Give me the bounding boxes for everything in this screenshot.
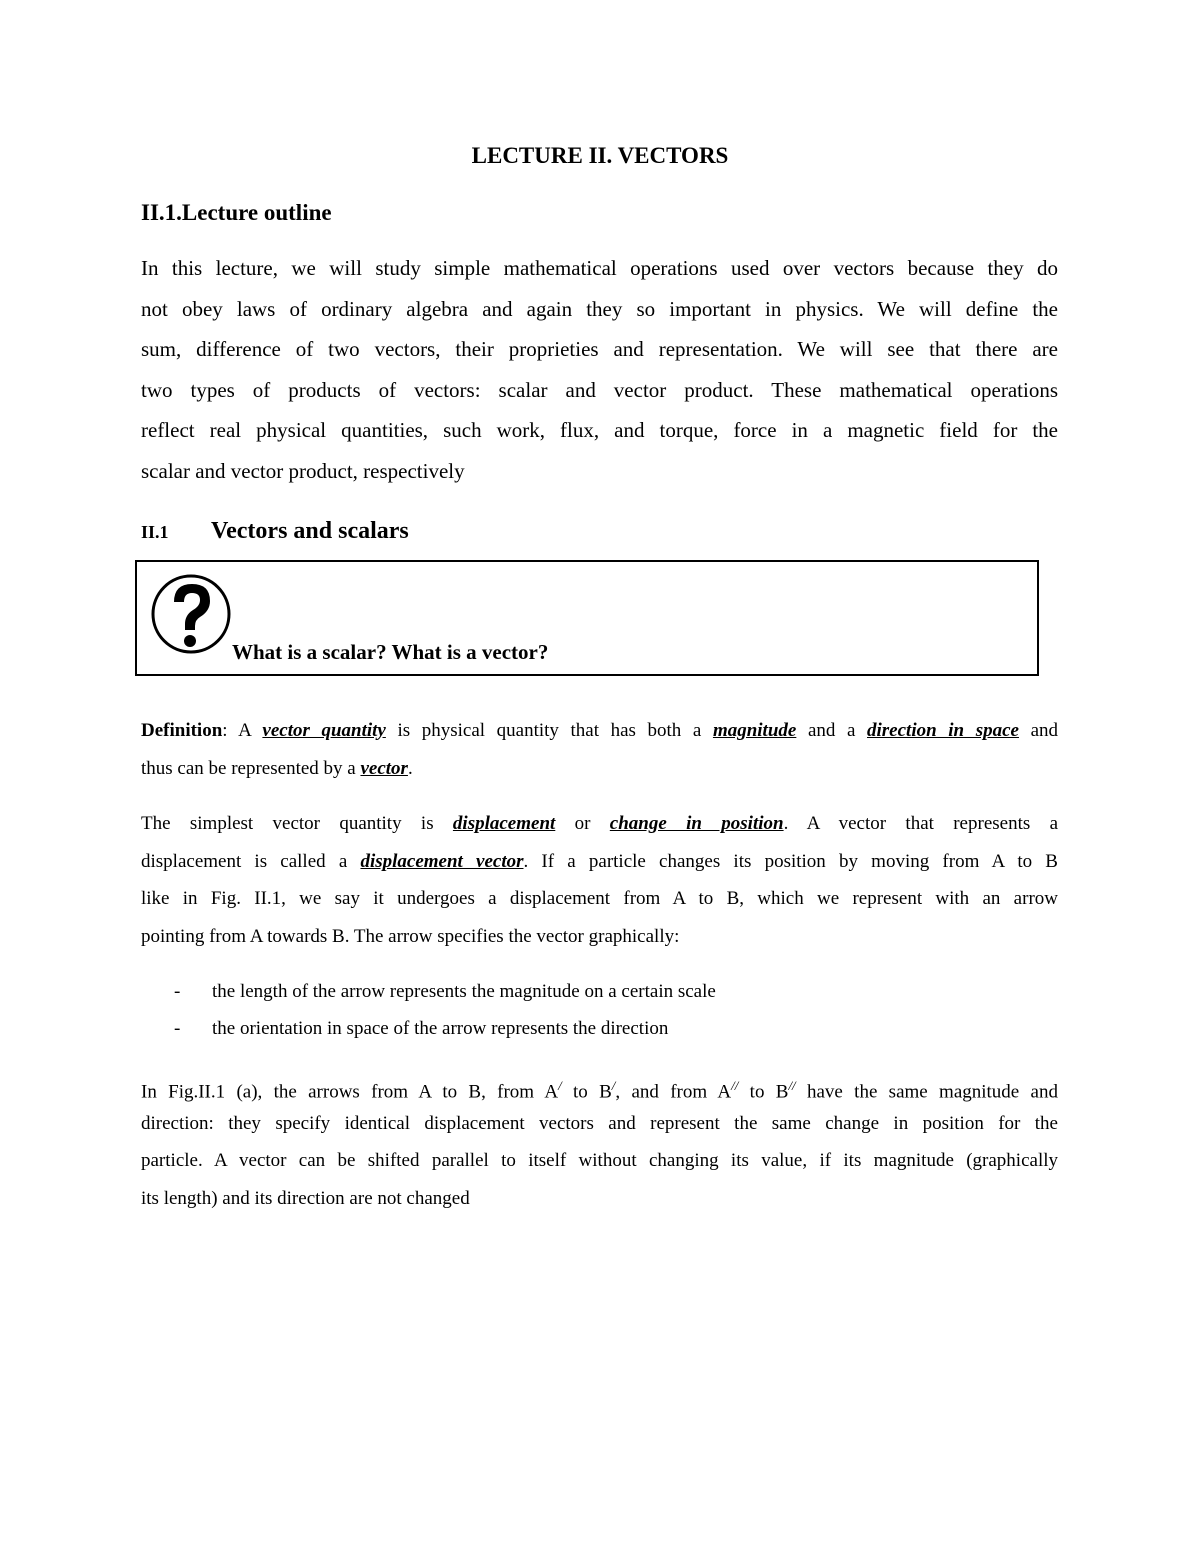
- bullet-list: [141, 974, 716, 1047]
- definition-line: [141, 712, 1058, 750]
- question-mark-circle-icon: [150, 570, 234, 658]
- text-run: , and from A: [615, 1081, 732, 1103]
- displacement-line: [141, 843, 1058, 881]
- list-item-text: the orientation in space of the arrow represents the direction: [212, 1017, 669, 1039]
- lecture-title: LECTURE II. VECTORS: [471, 143, 729, 168]
- section-title: Vectors and scalars: [211, 518, 409, 544]
- term-vector: vector: [360, 757, 408, 779]
- intro-line: In this lecture, we will study simple mathematical operations used over vectors because they do: [141, 256, 1058, 280]
- displacement-paragraph: [141, 805, 1058, 955]
- final-line: direction: they specify identical displacement vectors and represent the same change in position for the: [141, 1112, 1058, 1134]
- term-magnitude: magnitude: [712, 720, 797, 741]
- section-heading: [141, 518, 409, 545]
- definition-paragraph: [141, 712, 1058, 787]
- term-displacement-vector: displacement vector: [360, 850, 524, 872]
- section-number: II.1: [141, 522, 169, 542]
- text-run: and a: [796, 720, 867, 741]
- list-item-text: the length of the arrow represents the magnitude on a certain scale: [212, 981, 716, 1002]
- bullet-marker: -: [174, 1017, 181, 1039]
- text-run: to B: [561, 1081, 612, 1103]
- prime-mark: /: [611, 1078, 616, 1093]
- final-line: particle. A vector can be shifted parallel to itself without changing its value, if its magnitude (graphically: [141, 1150, 1058, 1171]
- list-item: [141, 974, 716, 1011]
- intro-line: scalar and vector product, respectively: [141, 458, 465, 483]
- definition-label: Definition: [141, 720, 223, 741]
- text-run: and: [1018, 720, 1058, 741]
- question-text: What is a scalar? What is a vector?: [232, 640, 549, 664]
- displacement-line: like in Fig. II.1, we say it undergoes a displacement from A to B, which we represent with an arrow: [141, 888, 1058, 909]
- double-prime-mark: //: [788, 1078, 796, 1093]
- final-line: [141, 1067, 1058, 1105]
- text-run: In Fig.II.1 (a), the arrows from A to B, from A: [141, 1081, 559, 1103]
- list-item: [141, 1011, 716, 1048]
- double-prime-mark: //: [731, 1078, 739, 1093]
- text-run: or: [555, 813, 610, 834]
- term-displacement: displacement: [452, 813, 556, 834]
- final-paragraph: [141, 1067, 1058, 1217]
- definition-line: [141, 750, 1058, 788]
- text-run: to B: [738, 1081, 789, 1103]
- term-change-in-position: change in position: [609, 813, 784, 834]
- text-run: thus can be represented by a: [141, 757, 361, 779]
- text-run: The simplest vector quantity is: [141, 813, 453, 834]
- prime-mark: /: [558, 1078, 562, 1093]
- intro-line: sum, difference of two vectors, their proprieties and representation. We will see that there are: [141, 337, 1058, 362]
- text-run: is physical quantity that has both a: [385, 720, 713, 741]
- bullet-marker: -: [174, 981, 181, 1002]
- final-line: its length) and its direction are not changed: [141, 1187, 470, 1209]
- outline-heading: II.1.Lecture outline: [141, 200, 332, 225]
- text-run: .: [407, 757, 413, 779]
- text-run: have the same magnitude and: [795, 1081, 1058, 1103]
- text-run: displacement is called a: [141, 850, 361, 872]
- text-run: . A vector that represents a: [783, 813, 1059, 834]
- question-box: [135, 560, 1039, 676]
- text-run: : A: [222, 720, 263, 741]
- displacement-line: pointing from A towards B. The arrow specifies the vector graphically:: [141, 925, 680, 947]
- intro-line: reflect real physical quantities, such work, flux, and torque, force in a magnetic field for the: [141, 418, 1058, 443]
- intro-line: two types of products of vectors: scalar and vector product. These mathematical operations: [141, 377, 1058, 402]
- term-direction-in-space: direction in space: [867, 720, 1019, 741]
- intro-line: not obey laws of ordinary algebra and again they so important in physics. We will define the: [141, 296, 1058, 321]
- term-vector-quantity: vector quantity: [262, 720, 386, 741]
- text-run: . If a particle changes its position by moving from A to B: [523, 850, 1058, 872]
- intro-paragraph: [141, 248, 1058, 492]
- displacement-line: [141, 805, 1058, 843]
